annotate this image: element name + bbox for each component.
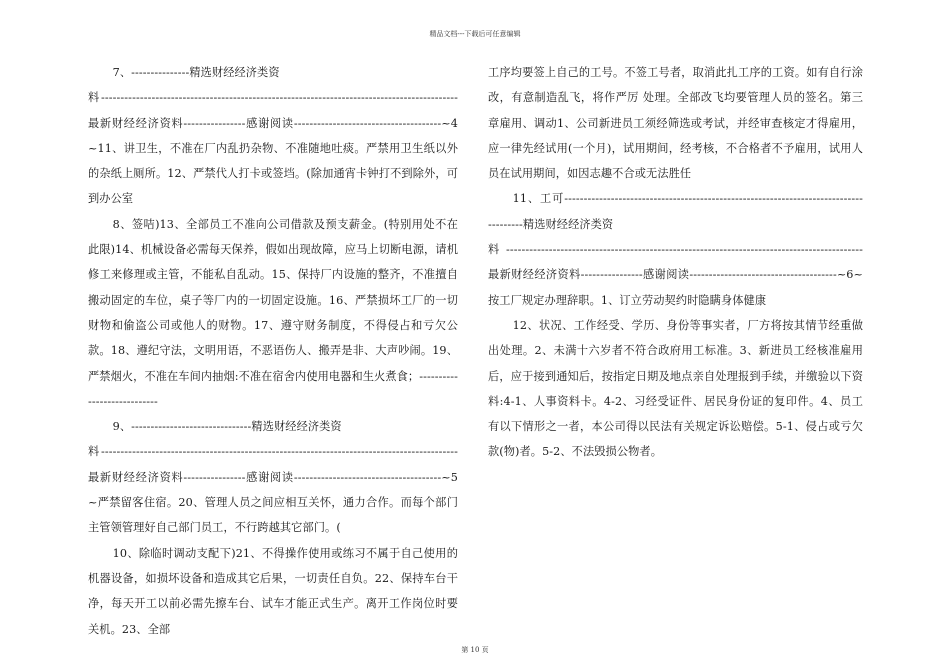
paragraph: 10、除临时调动支配下)21、不得操作使用或练习不属于自己使用的机器设备，如损坏设备和造成其它后果，一切责任自负。22、保持车台干净，每天开工以前必需先擦车台、试车才能正式生产。离开工作岗位时要关机。23、全部 bbox=[88, 546, 458, 636]
paragraph: 8、签咭)13、全部员工不准向公司借款及预支薪金。(特别用处不在此限)14、机械设备必需每天保养，假如出现故障，应马上切断电源，请机修工来修理或主管，不能私自乱动。15、保持厂内设施的整齐，不准擅自搬动固定的车位，桌子等厂内的一切固定设施。16、严禁损坏工厂的一切财物和偷盗公司或他人的财物。17、遵守财务制度，不得侵占和亏欠公款。18、遵纪守法，文明用语，不恶语伤人、搬弄是非、大声吵闹。19、严禁烟火，不准在车间内抽烟:不准在宿舍内使用电器和生火煮食；---------------------------- bbox=[88, 217, 459, 408]
paragraph: 料--------------------------------------------------------------------------------------------最新财经经济资料----------------感谢阅读--------------------------------------~6~按工厂规定办理辞职。1、订立劳动契约时隐瞒身体健康 bbox=[488, 243, 863, 307]
paragraph: 工序均要签上自己的工号。不签工号者，取消此扎工序的工资。如有自行涂改，有意制造乱飞，将作严厉 处理。全部改飞均要管理人员的签名。第三章雇用、调动1、公司新进员工须经筛选或考试，并经审查核定才得雇用，应一律先经试用(一个月)，试用期间，经考核，不合格者不予雇用，试用人员在试用期间，如因志趣不合或无法胜任 bbox=[488, 66, 863, 181]
paragraph: 9、-------------------------------精选财经经济类资 bbox=[112, 420, 342, 434]
page-header: 精品文档---下载后可任意编辑 bbox=[429, 30, 521, 38]
paragraph: 料--------------------------------------------------------------------------------------------最新财经经济资料----------------感谢阅读--------------------------------------~4~11、讲卫生，不准在厂内乱扔杂物、不准随地吐痰。严禁用卫生纸以外的杂纸上厕所。12、严禁代人打卡或签垱。(除加通宵卡钟打不到除外，可到办公室 bbox=[88, 91, 458, 206]
page-number: 第 10 页 bbox=[461, 646, 489, 654]
left-text-column bbox=[88, 60, 458, 642]
paragraph: 料--------------------------------------------------------------------------------------------最新财经经济资料----------------感谢阅读--------------------------------------~5~严禁留客住宿。20、管理人员之间应相互关怀，通力合作。而每个部门主管领管理好自己部门员工，不行跨越其它部门。( bbox=[88, 445, 458, 535]
paragraph: 11、工可--------------------------------------------------------------------------------------精选财经经济类资 bbox=[488, 192, 863, 231]
paragraph: 12、状况、工作经受、学历、身份等事实者，厂方将按其情节经重做出处理。2、未满十六岁者不符合政府用工标准。3、新进员工经核准雇用后，应于接到通知后，按指定日期及地点亲自处理报到手续，并缴验以下资料:4-1、人事资料卡。4-2、习经受证件、居民身份证的复印件。4、员工有以下情形之一者，本公司得以民法有关规定诉讼赔偿。5-1、侵占或亏欠款(物)者。5-2、不法毁损公物者。 bbox=[488, 318, 863, 459]
right-text-column bbox=[488, 60, 863, 465]
paragraph: 7、---------------精选财经经济类资 bbox=[112, 66, 280, 79]
